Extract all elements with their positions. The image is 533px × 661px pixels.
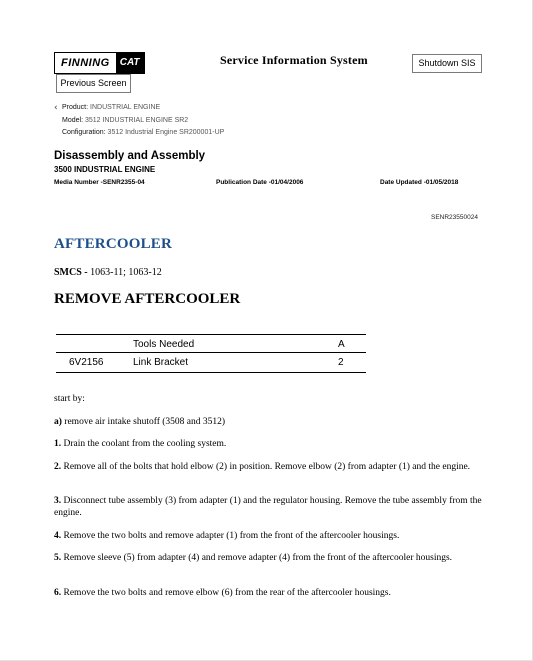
table-header-row	[56, 339, 366, 351]
step-a	[54, 416, 484, 428]
table-cell-description: Link Bracket	[133, 357, 189, 368]
shutdown-sis-button[interactable]: Shutdown SIS	[412, 54, 482, 73]
start-by-text: start by:	[54, 394, 85, 404]
doc-subheading: 3500 INDUSTRIAL ENGINE	[54, 165, 156, 174]
step-6	[54, 587, 484, 599]
step-4	[54, 530, 484, 542]
finning-cat-logo	[54, 52, 145, 74]
step-2	[54, 461, 484, 473]
table-header-tools-needed: Tools Needed	[133, 339, 195, 350]
step-number: 1.	[54, 439, 62, 449]
step-text: Remove sleeve (5) from adapter (4) and remove adapter (4) from the front of the aftercooler housings.	[63, 553, 453, 563]
logo-finning-text: FINNING	[55, 53, 116, 73]
table-row	[56, 357, 366, 369]
step-text: Disconnect tube assembly (3) from adapter (1) and the regulator housing. Remove the tube assembly from the engine.	[54, 496, 482, 518]
document-id: SENR23550024	[431, 214, 478, 221]
table-header-rule	[56, 352, 366, 353]
step-text: Remove all of the bolts that hold elbow (2) in position. Remove elbow (2) from adapter (1) and the engine.	[63, 462, 471, 472]
step-number: 4.	[54, 531, 62, 541]
step-number: 6.	[54, 588, 62, 598]
model-value: 3512 INDUSTRIAL ENGINE SR2	[84, 117, 189, 124]
previous-screen-button[interactable]: Previous Screen	[56, 74, 131, 93]
smcs-line	[54, 267, 162, 278]
step-number: 3.	[54, 496, 62, 506]
step-number: 2.	[54, 462, 62, 472]
smcs-value: 1063-11; 1063-12	[90, 267, 162, 278]
step-a-text: remove air intake shutoff (3508 and 3512)	[64, 417, 226, 427]
step-a-label: a)	[54, 417, 62, 427]
configuration-key: Configuration:	[62, 129, 106, 136]
table-bottom-rule	[56, 372, 366, 373]
step-5	[54, 552, 484, 564]
model-line	[62, 117, 188, 124]
media-number: Media Number -SENR2355-04	[54, 179, 145, 186]
date-updated: Date Updated -01/05/2018	[380, 179, 459, 186]
step-text: Drain the coolant from the cooling system.	[63, 439, 227, 449]
table-cell-quantity: 2	[338, 357, 344, 368]
configuration-line	[62, 129, 224, 136]
smcs-label: SMCS -	[54, 267, 88, 278]
doc-heading: Disassembly and Assembly	[54, 150, 206, 162]
product-line	[62, 104, 160, 111]
model-key: Model:	[62, 117, 84, 124]
step-text: Remove the two bolts and remove elbow (6) from the rear of the aftercooler housings.	[63, 588, 391, 598]
page-title: Service Information System	[220, 53, 368, 67]
logo-cat-text: CAT	[116, 53, 144, 73]
procedure-title: REMOVE AFTERCOOLER	[54, 291, 241, 307]
configuration-value: 3512 Industrial Engine SR200001-UP	[107, 129, 225, 136]
step-3	[54, 495, 484, 519]
section-heading-aftercooler: AFTERCOOLER	[54, 236, 173, 252]
publication-date: Publication Date -01/04/2006	[216, 179, 304, 186]
step-1	[54, 438, 484, 450]
table-header-qty: A	[338, 339, 345, 350]
table-top-rule	[56, 334, 366, 335]
step-text: Remove the two bolts and remove adapter (1) from the front of the aftercooler housings.	[63, 531, 400, 541]
step-number: 5.	[54, 553, 62, 563]
table-cell-part-number: 6V2156	[69, 357, 104, 368]
product-key: Product:	[62, 104, 89, 111]
collapse-chevron-icon[interactable]: ‹	[54, 103, 58, 113]
product-value: INDUSTRIAL ENGINE	[90, 104, 161, 111]
